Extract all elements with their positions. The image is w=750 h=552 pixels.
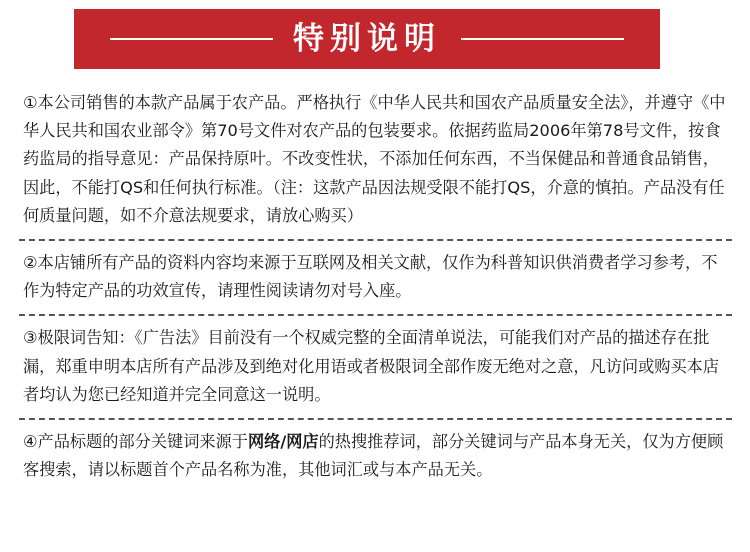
note-1: ①本公司销售的本款产品属于农产品。严格执行《中华人民共和国农产品质量安全法》，并遵守《中华人民共和国农业部令》第70号文件对农产品的包装要求。依据药监局2006年第78号文件，按食药监局的指导意见：产品保持原叶。不改变性状，不添加任何东西，不当保健品和普通食品销售，因此，不能打QS和任何执行标准。（注：这款产品因法规受限不能打QS，介意的慎拍。产品没有任何质量问题，如不介意法规要求，请放心购买） xyxy=(23,93,726,225)
note-3: ③极限词告知：《广告法》目前没有一个权威完整的全面清单说法，可能我们对产品的描述存在批漏，郑重申明本店所有产品涉及到绝对化用语或者极限词全部作废无绝对之意，凡访问或购买本店者均认为您已经知道并完全同意这一说明。 xyxy=(23,328,720,404)
note-4-text-before: ④产品标题的部分关键词来源于 xyxy=(23,432,248,452)
note-divider xyxy=(19,418,732,420)
title-banner xyxy=(74,9,660,69)
note-4-highlight: 网络/网店 xyxy=(247,432,319,452)
note-4 xyxy=(19,428,732,484)
note-4-text-after: 的热搜推荐词，部分关键词与产品本身无关，仅为方便顾客搜索，请以标题首个产品名称为准，其他词汇或与本产品无关。 xyxy=(23,432,724,480)
note-divider xyxy=(19,314,732,316)
notes-list xyxy=(19,89,732,484)
note-divider xyxy=(19,239,732,241)
banner-right-rule xyxy=(461,38,624,40)
page-title: 特别说明 xyxy=(293,21,441,57)
note-2: ②本店铺所有产品的资料内容均来源于互联网及相关文献，仅作为科普知识供消费者学习参考，不作为特定产品的功效宣传，请理性阅读请勿对号入座。 xyxy=(23,253,718,301)
